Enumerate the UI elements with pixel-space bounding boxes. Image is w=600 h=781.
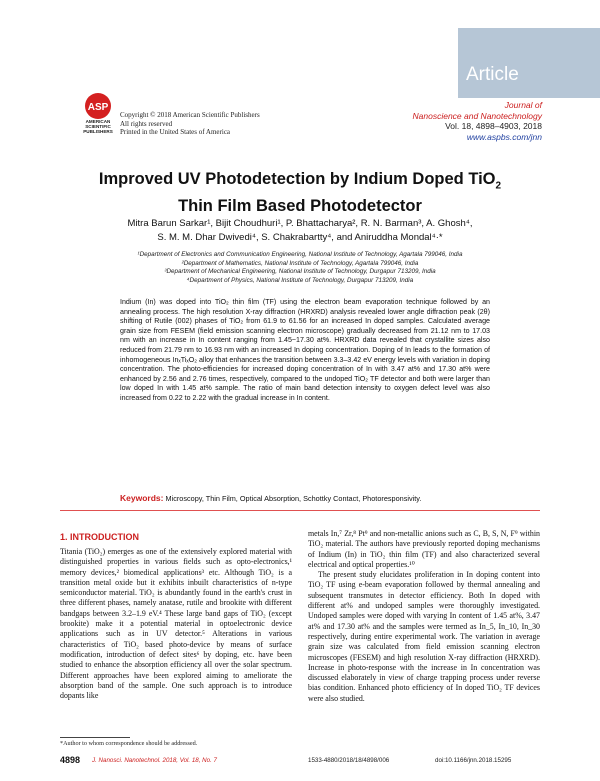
logo-text: ASP [87, 102, 109, 113]
copyright-block: Copyright © 2018 American Scientific Publishers All rights reserved Printed in the United States of America [120, 111, 260, 136]
journal-volume: Vol. 18, 4898–4903, 2018 [445, 121, 542, 131]
author-list: Mitra Barun Sarkar¹, Bijit Choudhuri¹, P. Bhattacharya², R. N. Barman³, A. Ghosh⁴, S. M. M. Dhar Dwivedi⁴, S. Chakrabartty⁴, and Aniruddha Mondal⁴·* [127, 218, 473, 243]
footer-issn: 1533-4880/2018/18/4898/006 [308, 757, 390, 764]
journal-name-1: Journal of [504, 100, 542, 110]
right-column [308, 529, 540, 704]
keywords-list: Microscopy, Thin Film, Optical Absorption, Schottky Contact, Photoresponsivity. [165, 494, 422, 503]
journal-url[interactable]: www.aspbs.com/jnn [466, 131, 542, 142]
paper-title: Improved UV Photodetection by Indium Doped TiO$_2$ Thin Film Based Photodetector [98, 170, 502, 216]
footnote: *Author to whom correspondence should be addressed. [60, 740, 198, 747]
section-heading: 1. INTRODUCTION [60, 532, 140, 542]
svg-text:SCIENTIFIC: SCIENTIFIC [85, 124, 111, 129]
affiliations: ¹Department of Electronics and Communication Engineering, National Institute of Technology, Agartala 799046, India ²Department of Mathematics, National Institute of Technology, Agartala 799046, India ³Department of Mechanical Engineering, National Institute of Technology, Durgapur 713209, India ⁴Department of Physics, National Institute of Technology, Durgapur 713209, India [137, 251, 463, 284]
keywords [120, 493, 520, 503]
svg-text:PUBLISHERS: PUBLISHERS [83, 129, 113, 134]
footer-journal: J. Nanosci. Nanotechnol. 2018, Vol. 18, No. 7 [92, 757, 217, 764]
journal-name-2: Nanoscience and Nanotechnology [412, 110, 542, 121]
footnote-rule [60, 737, 130, 738]
svg-text:AMERICAN: AMERICAN [85, 119, 111, 124]
article-type-badge [458, 28, 600, 98]
asp-logo [80, 92, 116, 134]
journal-info [413, 100, 542, 142]
page-number: 4898 [60, 755, 81, 765]
abstract: Indium (In) was doped into TiO₂ thin film (TF) using the electron beam evaporation technique followed by an annealing process. The high resolution X-ray diffraction (HRXRD) analysis revealed lower angle diffraction peak (2θ) shifting of Rutile (002) phases of TiO₂ from 61.9 to 61.56 for an increased In doped samples. Calculated average grain size from FESEM (field emission scanning electron microscope) gradually decreased from 21.12 nm to 17.03 nm with an increase in In content ranging from 1.45~17.30 at%. HRXRD data revealed that crystallite sizes also reduced from 21.79 nm to 16.93 nm with an increased In doping concentration. Doping of In leads to the formation of inhomogeneous InₓTiₓO₂ alloy that enhances the transition between 3.3–3.42 eV energy levels with variation in doping concentration. The photo-efficiencies for increased doping concentration of In with 3.47 at% and 17.30 at% were enhanced by 2.56 and 2.76 times, respectively, compared to the undoped TiO₂ TF detector and both were larger than low doped In with 1.45 at% sample. The ratio of main band detection intensity to oxygen defect level was also increased from 0.22 to 2.22 with the gradual increase in In content. [120, 298, 490, 402]
left-column [60, 547, 292, 701]
keywords-label: Keywords: [120, 493, 164, 503]
footer-doi[interactable]: doi:10.1166/jnn.2018.15295 [435, 757, 512, 764]
paragraph: metals In,⁷ Zr,⁸ Pt⁹ and non-metallic anions such as C, B, S, N, F⁹ within TiO₂ material. The authors have previously reported doping mechanisms of Indium (In) in TiO₂ thin film (TF) and also characterized several electrical and optical properties.¹⁰ [308, 529, 540, 569]
section-divider [60, 510, 540, 511]
article-badge-label: Article [466, 64, 519, 85]
paragraph: The present study elucidates proliferation in In doping content into TiO₂ TF using e-beam evaporation followed by thermal annealing and subsequent transmutes in detector efficiency. Both In doped with different at% and undoped samples were thoroughly investigated. Undoped samples were doped with varying In content of 1.45 at%, 3.47 at% and 17.30 at% and the samples were termed as In_5, In_10, In_30 respectively, during entire experimental work. The variation in average grain size was calculated from field emission scanning electron microscopes (FESEM) and high resolution X-ray diffraction (HRXRD). Increase in photo-response with the increase in In concentration was discussed elaborately in view of charge trapping process under reverse bias condition. Enhanced photo efficiency of In doped TiO₂ TF devices were also studied. [308, 570, 540, 703]
paragraph: Titania (TiO₂) emerges as one of the extensively explored material with distinguished properties in various fields such as opto-electronics,¹ memory devices,² biomedical applications³ etc. Although TiO₂ is a transition metal oxide but it exhibits inbuilt characteristics of n-type semiconductor material. TiO₂ is abundantly found in the earth's crust in three different phases, namely anatase, rutile and brookite with different bandgaps between 3.2–1.9 eV.⁴ These large band gaps of TiO₂ (except brookite) make it a potential material in optoelectronic device applications such as in UV detector.⁵ Alterations in various characteristics of TiO₂ based photo-device by means of surface modification, introduction of defect sites⁶ by doping, etc. have been studied to enhance the absorption efficiency all over the solar spectrum. Different approaches have been explored aiming to ameliorate the absorption band of the sample. One such approach is to introduce dopants like [60, 547, 292, 701]
